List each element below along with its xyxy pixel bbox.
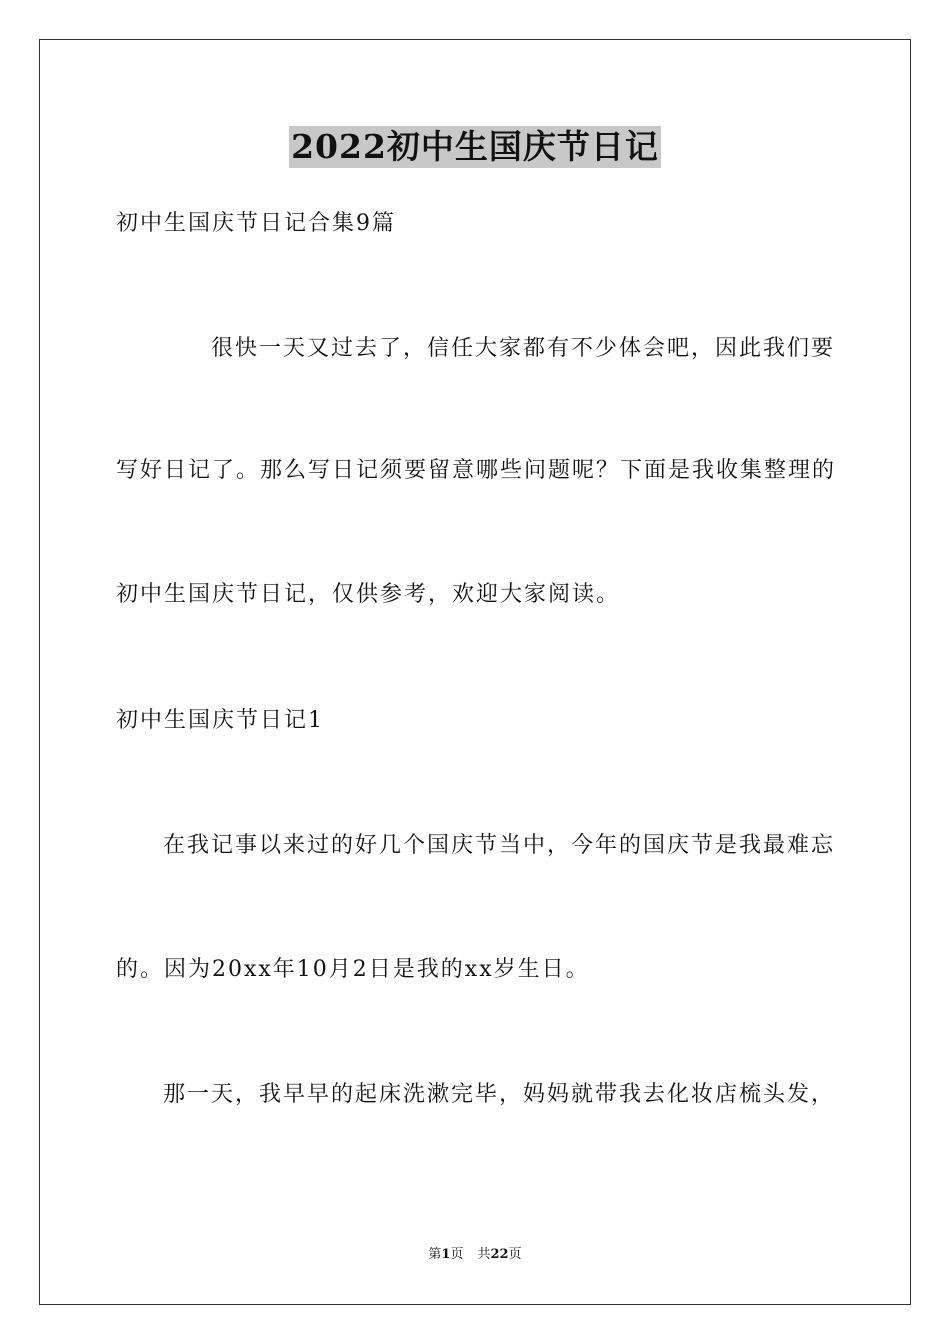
paragraph-line: 那一天，我早早的起床洗漱完毕，妈妈就带我去化妆店梳头发， [163,1082,836,1107]
paragraph-line: 的。因为20xx年10月2日是我的xx岁生日。 [116,957,590,982]
total-suffix: 页 [508,1247,522,1262]
paragraph-line: 写好日记了。那么写日记须要留意哪些问题呢？下面是我收集整理的 [116,458,837,483]
paragraph-line: 在我记事以来过的好几个国庆节当中，今年的国庆节是我最难忘 [163,833,836,858]
document-title: 2022初中生国庆节日记 [291,127,659,166]
section-heading: 初中生国庆节日记1 [116,708,324,733]
title-container [0,126,950,168]
page-number: 1 [441,1247,451,1262]
page-suffix: 页 [450,1247,464,1262]
page-footer [0,1246,950,1264]
paragraph-line: 很快一天又过去了，信任大家都有不少体会吧，因此我们要 [211,336,836,361]
subtitle-line: 初中生国庆节日记合集9篇 [116,211,396,236]
page-prefix: 第 [428,1247,442,1262]
total-pages: 22 [490,1247,509,1262]
total-prefix: 共 [477,1247,491,1262]
paragraph-line: 初中生国庆节日记，仅供参考，欢迎大家阅读。 [116,582,621,607]
